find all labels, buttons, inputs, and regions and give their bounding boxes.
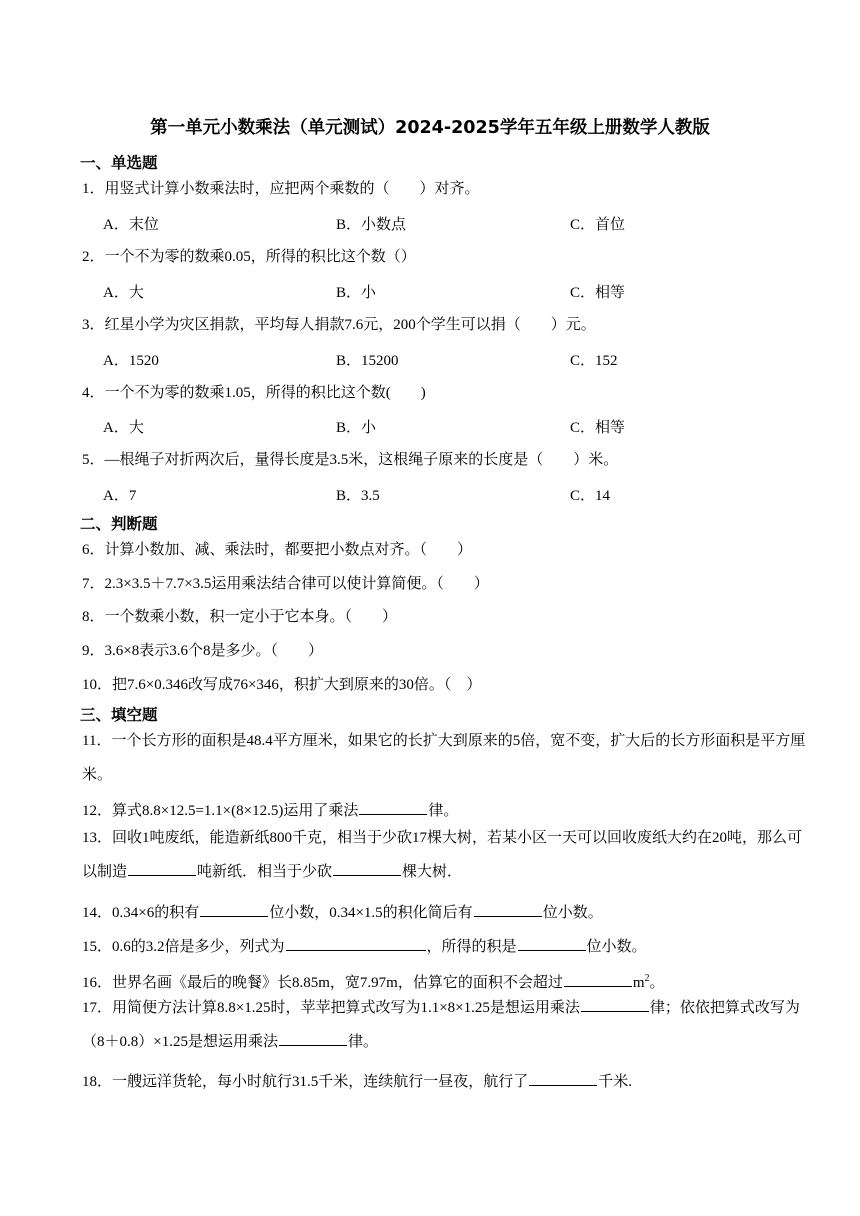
q13-text-1: 13．回收1吨废纸，能造新纸800千克，相当于少砍17棵大树，若某小区一天可以回收废纸大约在20吨，那么可以制造 bbox=[82, 830, 803, 880]
q13-text-2: 吨新纸．相当于少砍 bbox=[197, 863, 333, 880]
q18-text-1: 18．一艘远洋货轮，每小时航行31.5千米，连续航行一昼夜，航行了 bbox=[82, 1074, 529, 1090]
question-10: 10．把7.6×0.346改写成76×346，积扩大到原来的30倍。（ ） bbox=[82, 677, 482, 693]
q2-option-b: B．小 bbox=[336, 285, 377, 301]
q17-text-1: 17．用简便方法计算8.8×1.25时，苹苹把算式改写为1.1×8×1.25是想运用乘法 bbox=[82, 1000, 580, 1016]
section-heading-fill-blank: 三、填空题 bbox=[80, 706, 158, 724]
q15-text-3: 位小数。 bbox=[586, 939, 647, 955]
q14-text-2: 位小数，0.34×1.5的积化简后有 bbox=[269, 905, 473, 921]
q18-answer-blank[interactable] bbox=[529, 1070, 597, 1086]
q5-option-a: A．7 bbox=[103, 488, 137, 504]
question-16 bbox=[82, 969, 665, 993]
q13-answer-blank-2[interactable] bbox=[333, 860, 401, 876]
question-14 bbox=[82, 901, 603, 923]
q5-option-c: C．14 bbox=[570, 488, 611, 504]
question-17 bbox=[82, 992, 810, 1059]
q3-option-b: B．15200 bbox=[336, 353, 399, 369]
q12-answer-blank[interactable] bbox=[359, 799, 427, 815]
q15-answer-blank-2[interactable] bbox=[518, 935, 586, 951]
q16-text-2: 。 bbox=[649, 975, 665, 991]
q4-option-b: B．小 bbox=[336, 420, 377, 436]
question-13 bbox=[82, 822, 810, 889]
q13-answer-blank-1[interactable] bbox=[128, 860, 196, 876]
q4-option-a: A．大 bbox=[103, 420, 144, 436]
q17-answer-blank-1[interactable] bbox=[581, 996, 649, 1012]
question-8: 8．一个数乘小数，积一定小于它本身。（ ） bbox=[82, 609, 398, 625]
q14-text-1: 14．0.34×6的积有 bbox=[82, 905, 200, 921]
question-11: 11．一个长方形的面积是48.4平方厘米，如果它的长扩大到原来的5倍，宽不变，扩大后的长方形面积是平方厘米。 bbox=[82, 733, 806, 783]
q2-option-a: A．大 bbox=[103, 285, 144, 301]
q4-option-c: C．相等 bbox=[570, 420, 626, 436]
q3-option-a: A．1520 bbox=[103, 353, 159, 369]
q13-text-3: 棵大树． bbox=[402, 863, 463, 880]
q17-text-2: 律；依依把算式改写为（8＋0.8）×1.25是想运用乘法 bbox=[82, 1000, 800, 1050]
question-7: 7．2.3×3.5＋7.7×3.5运用乘法结合律可以使计算简便。（ ） bbox=[82, 576, 489, 592]
q16-unit-exponent: 2 bbox=[644, 973, 650, 984]
q12-text-2: 律。 bbox=[428, 803, 459, 819]
q16-text-1: 16．世界名画《最后的晚餐》长8.85m，宽7.97m，估算它的面积不会超过 bbox=[82, 975, 563, 991]
q1-option-b: B．小数点 bbox=[336, 217, 407, 233]
question-1: 1．用竖式计算小数乘法时，应把两个乘数的（ ）对齐。 bbox=[82, 181, 480, 197]
question-15 bbox=[82, 935, 647, 957]
q15-answer-blank-1[interactable] bbox=[286, 935, 426, 951]
q5-option-b: B．3.5 bbox=[336, 488, 380, 504]
q16-unit: m bbox=[632, 975, 645, 991]
section-heading-single-choice: 一、单选题 bbox=[80, 154, 158, 172]
question-9: 9．3.6×8表示3.6个8是多少。（ ） bbox=[82, 643, 323, 659]
question-12 bbox=[82, 799, 458, 821]
question-2: 2．一个不为零的数乘0.05，所得的积比这个数（） bbox=[82, 249, 416, 265]
q18-text-2: 千米. bbox=[598, 1074, 633, 1090]
q1-option-c: C．首位 bbox=[570, 217, 626, 233]
section-heading-true-false: 二、判断题 bbox=[80, 515, 158, 533]
question-4: 4．一个不为零的数乘1.05，所得的积比这个数( ) bbox=[82, 385, 426, 401]
q16-answer-blank[interactable] bbox=[564, 971, 632, 987]
page-title: 第一单元小数乘法（单元测试）2024-2025学年五年级上册数学人教版 bbox=[150, 118, 710, 138]
q15-text-1: 15．0.6的3.2倍是多少，列式为 bbox=[82, 939, 285, 955]
question-5: 5．—根绳子对折两次后，量得长度是3.5米，这根绳子原来的长度是（ ）米。 bbox=[82, 452, 619, 468]
q12-text-1: 12．算式8.8×12.5=1.1×(8×12.5)运用了乘法 bbox=[82, 803, 359, 819]
q1-option-a: A．末位 bbox=[103, 217, 159, 233]
question-18 bbox=[82, 1070, 632, 1092]
q2-option-c: C．相等 bbox=[570, 285, 626, 301]
q14-answer-blank-2[interactable] bbox=[474, 901, 542, 917]
q14-answer-blank-1[interactable] bbox=[200, 901, 268, 917]
q17-answer-blank-2[interactable] bbox=[279, 1030, 347, 1046]
q17-text-3: 律。 bbox=[347, 1033, 378, 1050]
question-6: 6．计算小数加、减、乘法时，都要把小数点对齐。（ ） bbox=[82, 542, 473, 558]
q14-text-3: 位小数。 bbox=[542, 905, 603, 921]
q3-option-c: C．152 bbox=[570, 353, 618, 369]
question-3: 3．红星小学为灾区捐款，平均每人捐款7.6元，200个学生可以捐（ ）元。 bbox=[82, 317, 596, 333]
q15-text-2: ，所得的积是 bbox=[426, 939, 517, 955]
